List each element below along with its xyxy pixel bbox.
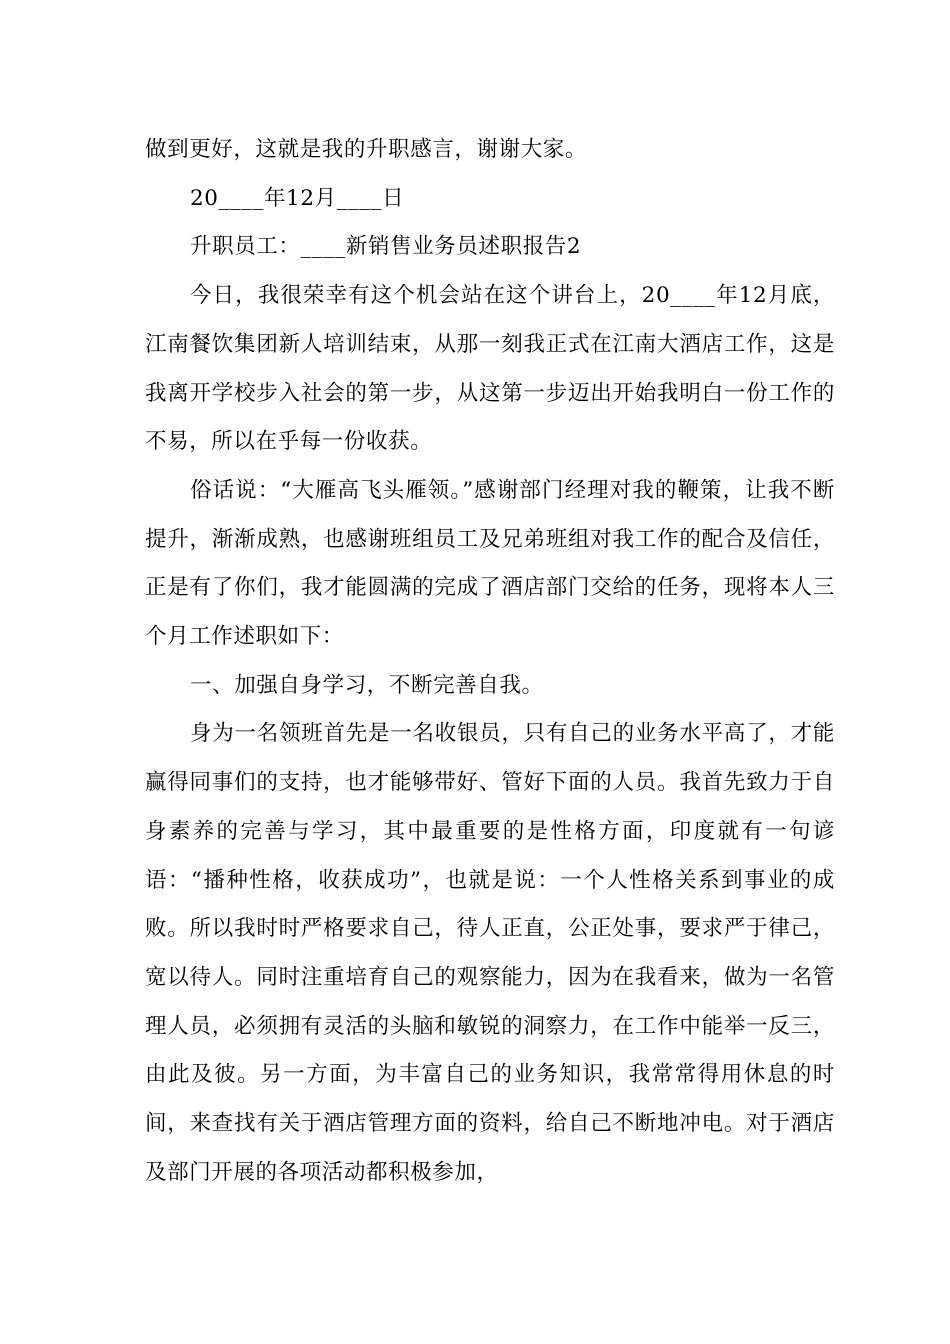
- paragraph-introduction: 今日，我很荣幸有这个机会站在这个讲台上，20____年12月底，江南餐饮集团新人培训结束，从那一刻我正式在江南大酒店工作，这是我离开学校步入社会的第一步，从这第一步迈出开始我明白一份工作的不易，所以在乎每一份收获。: [145, 283, 835, 455]
- paragraph-thanks: 俗话说：“大雁高飞头雁领。”感谢部门经理对我的鞭策，让我不断提升，渐渐成熟，也感谢班组员工及兄弟班组对我工作的配合及信任，正是有了你们，我才能圆满的完成了酒店部门交给的任务，现将本人三个月工作述职如下：: [145, 477, 835, 650]
- document-body: [145, 126, 835, 1197]
- paragraph-date-line: 20____年12月____日: [190, 185, 405, 211]
- section-heading-self-study: 一、加强自身学习，不断完善自我。: [190, 672, 544, 698]
- paragraph-employee-title-line: 升职员工：____新销售业务员述职报告2: [190, 234, 582, 260]
- paragraph-self-improvement: 身为一名领班首先是一名收银员，只有自己的业务水平高了，才能赢得同事们的支持，也才能够带好、管好下面的人员。我首先致力于自身素养的完善与学习，其中最重要的是性格方面，印度就有一句谚语：“播种性格，收获成功”，也就是说：一个人性格关系到事业的成败。所以我时时严格要求自己，待人正直，公正处事，要求严于律己，宽以待人。同时注重培育自己的观察能力，因为在我看来，做为一名管理人员，必须拥有灵活的头脑和敏锐的洞察力，在工作中能举一反三，由此及彼。另一方面，为丰富自己的业务知识，我常常得用休息的时间，来查找有关于酒店管理方面的资料，给自己不断地冲电。对于酒店及部门开展的各项活动都积极参加，: [145, 721, 835, 1185]
- paragraph-closing-line: 做到更好，这就是我的升职感言，谢谢大家。: [145, 137, 588, 162]
